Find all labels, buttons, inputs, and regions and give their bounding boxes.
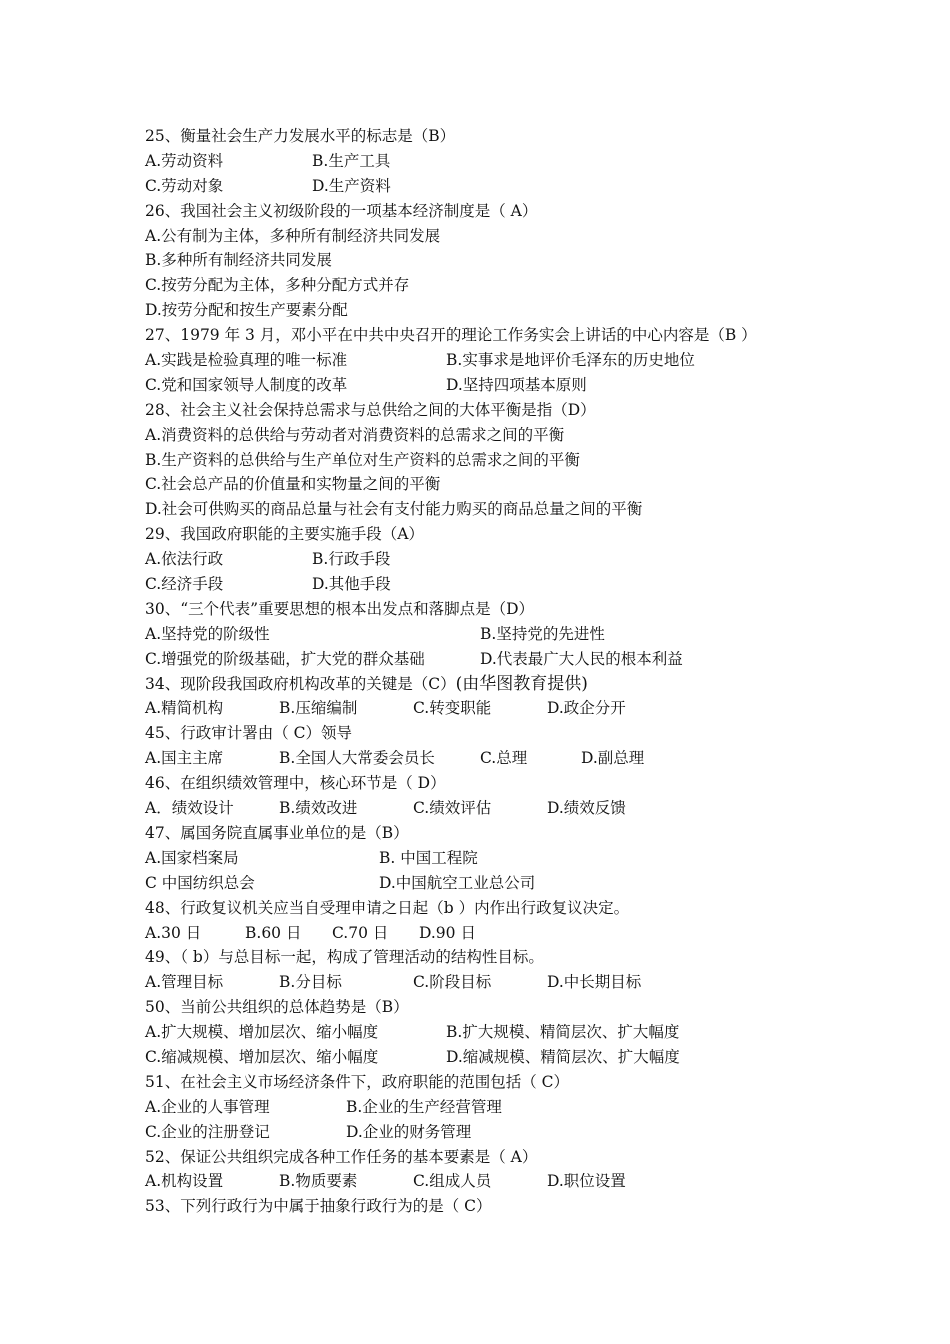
option-a: A.精简机构 (145, 699, 224, 718)
option-c: C.企业的注册登记 (145, 1122, 270, 1141)
question-text: 50、当前公共组织的总体趋势是（B） (145, 998, 409, 1017)
option-b: B.压缩编制 (279, 699, 358, 718)
question-line (145, 995, 865, 1020)
options-line (145, 746, 865, 771)
question-line (145, 771, 865, 796)
option-d: D.按劳分配和按生产要素分配 (145, 301, 348, 320)
option-b: B.生产工具 (312, 151, 391, 170)
option-b: B.全国人大常委会员长 (279, 749, 435, 768)
options-line (145, 149, 865, 174)
option-d: D.中国航空工业总公司 (379, 873, 536, 892)
options-line (145, 871, 865, 896)
option-c: C.党和国家领导人制度的改革 (145, 375, 348, 394)
option-d: D.坚持四项基本原则 (446, 375, 587, 394)
question-line (145, 323, 865, 348)
option-d: D.缩减规模、精简层次、扩大幅度 (446, 1047, 680, 1066)
option-c: C.社会总产品的价值量和实物量之间的平衡 (145, 475, 441, 494)
options-line (145, 622, 865, 647)
question-text: 27、1979 年 3 月，邓小平在中共中央召开的理论工作务实会上讲话的中心内容是（B ） (145, 326, 757, 345)
option-c: C.总理 (480, 749, 528, 768)
option-d: D.政企分开 (547, 699, 626, 718)
question-text: 29、我国政府职能的主要实施手段（A） (145, 525, 424, 544)
option-c: C.按劳分配为主体，多种分配方式并存 (145, 276, 410, 295)
option-c: C.增强党的阶级基础，扩大党的群众基础 (145, 649, 425, 668)
option-a: A.国主主席 (145, 749, 224, 768)
question-line (145, 1145, 865, 1170)
option-c: C.70 日 (332, 923, 389, 942)
option-a: A．绩效设计 (145, 799, 234, 818)
options-line (145, 1169, 865, 1194)
question-line (145, 124, 865, 149)
option-c: C.阶段目标 (413, 973, 492, 992)
options-line (145, 174, 865, 199)
question-text: 47、属国务院直属事业单位的是（B） (145, 823, 409, 842)
option-b: B.物质要素 (279, 1172, 358, 1191)
question-line (145, 199, 865, 224)
question-line (145, 721, 865, 746)
options-line (145, 1045, 865, 1070)
source-note: (由华图教育提供) (455, 673, 588, 694)
question-line (145, 945, 865, 970)
option-b: B.企业的生产经营管理 (346, 1097, 502, 1116)
option-c: C.劳动对象 (145, 176, 224, 195)
option-d: D.其他手段 (312, 575, 391, 594)
question-line (145, 398, 865, 423)
option-a: A.机构设置 (145, 1172, 224, 1191)
option-b: B.60 日 (245, 923, 302, 942)
options-line (145, 373, 865, 398)
options-line (145, 1020, 865, 1045)
question-line (145, 896, 865, 921)
option-b: B.坚持党的先进性 (480, 624, 605, 643)
option-c: C 中国纺织总会 (145, 873, 255, 892)
question-line (145, 821, 865, 846)
option-a: A.依法行政 (145, 550, 224, 569)
option-b: B.行政手段 (312, 550, 391, 569)
option-d: D.生产资料 (312, 176, 391, 195)
option-d: D.职位设置 (547, 1172, 626, 1191)
option-a: A.扩大规模、增加层次、缩小幅度 (145, 1023, 379, 1042)
options-line (145, 970, 865, 995)
question-text: 53、下列行政行为中属于抽象行政行为的是（ C） (145, 1197, 492, 1216)
question-text: 26、我国社会主义初级阶段的一项基本经济制度是（ A） (145, 201, 538, 220)
question-text: 34、现阶段我国政府机构改革的关键是（C） (145, 674, 456, 693)
option-b: B.分目标 (279, 973, 342, 992)
option-c: C.绩效评估 (413, 799, 492, 818)
question-text: 25、衡量社会生产力发展水平的标志是（B） (145, 127, 456, 145)
option-d: D.副总理 (581, 749, 645, 768)
options-line (145, 572, 865, 597)
option-d: D.社会可供购买的商品总量与社会有支付能力购买的商品总量之间的平衡 (145, 500, 643, 519)
options-line (145, 1120, 865, 1145)
question-text: 52、保证公共组织完成各种工作任务的基本要素是（ A） (145, 1147, 538, 1166)
option-b: B.绩效改进 (279, 799, 358, 818)
question-text: 45、行政审计署由（ C）领导 (145, 724, 353, 743)
options-line (145, 1095, 865, 1120)
option-c: C.转变职能 (413, 699, 492, 718)
option-b: B.实事求是地评价毛泽东的历史地位 (446, 351, 695, 370)
option-d: D.中长期目标 (547, 973, 642, 992)
option-b: B.生产资料的总供给与生产单位对生产资料的总需求之间的平衡 (145, 450, 580, 469)
option-c: C.经济手段 (145, 575, 224, 594)
option-a: A.管理目标 (145, 973, 224, 992)
options-line (145, 547, 865, 572)
option-a: A.国家档案局 (145, 848, 239, 867)
question-line (145, 597, 865, 622)
question-text: 30、“三个代表”重要思想的根本出发点和落脚点是（D） (145, 599, 535, 618)
question-line (145, 1070, 865, 1095)
option-a: A.劳动资料 (145, 151, 224, 170)
options-line (145, 796, 865, 821)
question-text: 46、在组织绩效管理中，核心环节是（ D） (145, 774, 446, 793)
options-line (145, 846, 865, 871)
option-a: A.30 日 (145, 923, 202, 942)
options-line (145, 696, 865, 721)
options-line (145, 348, 865, 373)
question-text: 49、（ b）与总目标一起，构成了管理活动的结构性目标。 (145, 948, 544, 967)
question-line (145, 1194, 865, 1219)
option-a: A.坚持党的阶级性 (145, 624, 270, 643)
option-d: D.企业的财务管理 (346, 1122, 472, 1141)
option-d: D.90 日 (419, 923, 476, 942)
question-line (145, 672, 865, 697)
option-a: A.公有制为主体，多种所有制经济共同发展 (145, 226, 441, 245)
option-a: A.企业的人事管理 (145, 1097, 270, 1116)
question-text: 28、社会主义社会保持总需求与总供给之间的大体平衡是指（D） (145, 400, 596, 419)
option-c: C.组成人员 (413, 1172, 492, 1191)
question-text: 51、在社会主义市场经济条件下，政府职能的范围包括（ C） (145, 1072, 570, 1091)
options-line (145, 921, 865, 946)
option-c: C.缩减规模、增加层次、缩小幅度 (145, 1047, 379, 1066)
option-b: B. 中国工程院 (379, 848, 478, 867)
option-a: A.消费资料的总供给与劳动者对消费资料的总需求之间的平衡 (145, 425, 565, 444)
document-page (145, 124, 865, 1219)
option-d: D.代表最广大人民的根本利益 (480, 649, 683, 668)
options-line (145, 647, 865, 672)
question-text: 48、行政复议机关应当自受理申请之日起（b ）内作出行政复议决定。 (145, 898, 630, 917)
question-line (145, 522, 865, 547)
option-a: A.实践是检验真理的唯一标准 (145, 351, 348, 370)
option-d: D.绩效反馈 (547, 799, 626, 818)
option-b: B.多种所有制经济共同发展 (145, 251, 332, 270)
option-b: B.扩大规模、精简层次、扩大幅度 (446, 1023, 680, 1042)
